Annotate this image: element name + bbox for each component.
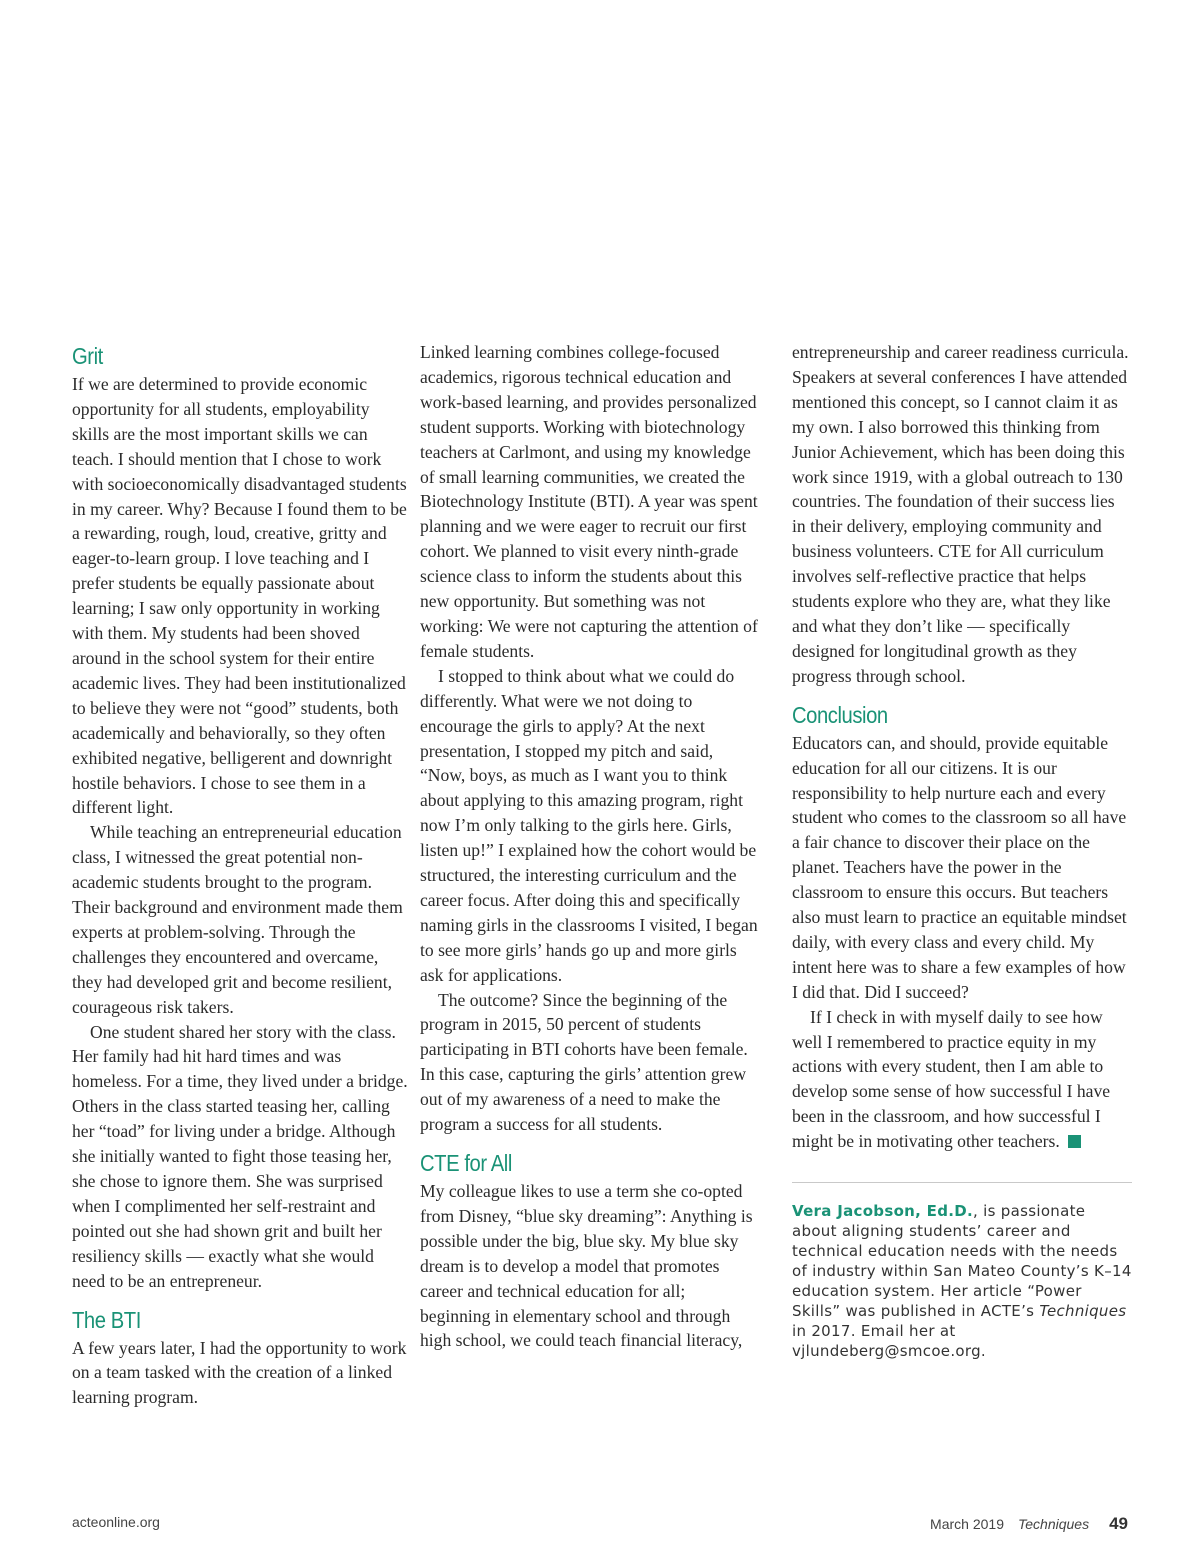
cte-paragraph-2: entrepreneurship and career readiness curricula. Speakers at several conferences I have attended mentioned this concept, so I cannot claim it as my own. I also borrowed this thinking from Junior Achievement, which has been doing this work since 1919, with a global outreach to 130 countries. The foundation of their success lies in their delivery, employing community and business volunteers. CTE for All curriculum involves self-reflective practice that helps students explore who they are, what they like and what they don’t like — specifically designed for longitudinal growth as they progress through school. bbox=[792, 342, 1129, 686]
bio-text-2: in 2017. Email her at vjlundeberg@smcoe.org. bbox=[792, 1322, 986, 1361]
cte-heading: CTE for All bbox=[420, 1150, 512, 1176]
footer-right bbox=[930, 1514, 1128, 1534]
cte-paragraph-1: My colleague likes to use a term she co-opted from Disney, “blue sky dreaming”: Anything is possible under the big, blue sky. My blue sky dream is to develop a model that promotes career and technical education for all; beginning in elementary school and through high school, we could teach financial literacy, bbox=[420, 1181, 753, 1351]
column-1 bbox=[72, 340, 410, 1410]
bio-divider bbox=[792, 1182, 1132, 1183]
bti-paragraph-3: I stopped to think about what we could do differently. What were we not doing to encourage the girls to apply? At the next presentation, I stopped my pitch and said, “Now, boys, as much as I want you to think about applying to this amazing program, right now I’m only talking to the girls here. Girls, listen up!” I explained how the cohort would be structured, the interesting curriculum and the career focus. After doing this and specifically naming girls in the classrooms I visited, I began to see more girls’ hands go up and more girls ask for applications. bbox=[420, 665, 758, 985]
column-2 bbox=[420, 340, 758, 1353]
bio-magazine: Techniques bbox=[1039, 1302, 1127, 1321]
conclusion-paragraph-2-text: If I check in with myself daily to see how well I remembered to practice equity in my actions with every student, then I am able to develop some sense of how successful I have been in the classroom, and how successful I might be in motivating other teachers. bbox=[792, 1006, 1111, 1152]
column-3 bbox=[792, 340, 1132, 1361]
bti-paragraph-4: The outcome? Since the beginning of the program in 2015, 50 percent of students participating in BTI cohorts have been female. In this case, capturing the girls’ attention grew out of my awareness of a need to make the program a success for all students. bbox=[420, 989, 748, 1135]
bti-heading: The BTI bbox=[72, 1306, 141, 1333]
conclusion-heading: Conclusion bbox=[792, 701, 888, 728]
grit-heading: Grit bbox=[72, 343, 103, 369]
footer-date: March 2019 bbox=[930, 1516, 1004, 1532]
author-bio bbox=[792, 1201, 1132, 1361]
footer-website: acteonline.org bbox=[72, 1514, 160, 1530]
footer-magazine: Techniques bbox=[1017, 1516, 1090, 1532]
grit-paragraph-2: While teaching an entrepreneurial education class, I witnessed the great potential non-academic students brought to the program. Their background and environment made them experts at problem-solving. Through the challenges they encountered and overcame, they had developed grit and become resilient, courageous risk takers. bbox=[72, 822, 403, 1017]
bti-paragraph-2: Linked learning combines college-focused academics, rigorous technical education and work-based learning, and provides personalized student supports. Working with biotechnology teachers at Carlmont, and using my knowledge of small learning communities, we created the Biotechnology Institute (BTI). A year was spent planning and we were eager to recruit our first cohort. We planned to visit every ninth-grade science class to inform the students about this new opportunity. But something was not working: We were not capturing the attention of female students. bbox=[420, 342, 758, 661]
grit-paragraph-1: If we are determined to provide economic opportunity for all students, employability skills are the most important skills we can teach. I should mention that I chose to work with socioeconomically disadvantaged students in my career. Why? Because I found them to be a rewarding, rough, loud, creative, gritty and eager-to-learn group. I love teaching and I prefer students be equally passionate about learning; I saw only opportunity in working with them. My students had been shoved around in the school system for their entire academic lives. They had been institutionalized to believe they were not “good” students, both academically and behaviorally, so they often exhibited negative, belligerent and downright hostile behaviors. I chose to see them in a different light. bbox=[72, 374, 407, 818]
conclusion-paragraph-2 bbox=[792, 1005, 1132, 1154]
conclusion-paragraph-1: Educators can, and should, provide equitable education for all our citizens. It is our responsibility to help nurture each and every student who comes to the classroom so all have a fair chance to discover their place on the planet. Teachers have the power in the classroom to ensure this occurs. But teachers also must learn to practice an equitable mindset daily, with every class and every child. My intent here was to share a few examples of how I did that. Did I succeed? bbox=[792, 732, 1127, 1002]
bio-text-1: , is passionate about aligning students’ career and technical education needs with the needs of industry within San Mateo County’s K–14 education system. Her article “Power Skills” was published in ACTE’s bbox=[792, 1202, 1132, 1321]
author-name: Vera Jacobson, Ed.D. bbox=[792, 1202, 974, 1221]
grit-paragraph-3: One student shared her story with the class. Her family had hit hard times and was homeless. For a time, they lived under a bridge. Others in the class started teasing her, calling her “toad” for living under a bridge. Although she initially wanted to fight those teasing her, she chose to ignore them. She was surprised when I complimented her self-restraint and pointed out she had shown grit and built her resiliency skills — exactly what she would need to be an entrepreneur. bbox=[72, 1021, 408, 1291]
end-mark-icon bbox=[1068, 1135, 1081, 1148]
bti-paragraph-1: A few years later, I had the opportunity to work on a team tasked with the creation of a linked learning program. bbox=[72, 1337, 407, 1408]
page-number: 49 bbox=[1109, 1514, 1128, 1533]
